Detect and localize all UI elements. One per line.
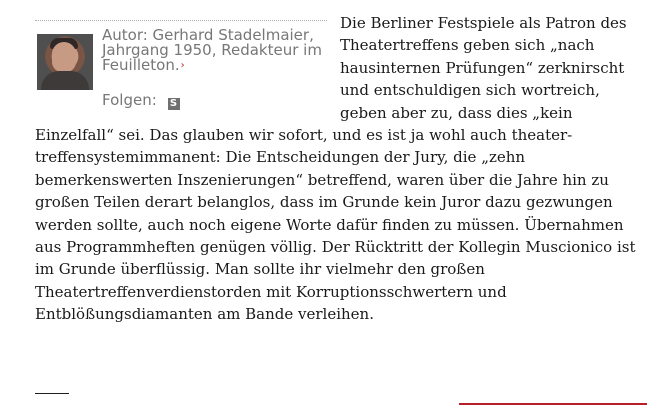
follow-label: Folgen:: [102, 91, 157, 109]
bottom-accent-line: [459, 403, 647, 405]
author-name: Autor: Gerhard Stadelmaier, Jahrgang 1950, Redakteur im Feuilleton.: [102, 26, 322, 74]
bottom-divider-fragment: [35, 393, 69, 407]
arrow-right-icon: ›: [180, 60, 185, 71]
article-body: [35, 12, 644, 326]
social-media-icon[interactable]: S: [168, 98, 180, 110]
author-box-float-space: [35, 12, 340, 124]
article-paragraph: Die Berliner Festspiele als Patron des Theatertreffens geben sich „nach hausinternen Prüfungen“ zerknirscht und entschuldigen sich wortreich, geben aber zu, dass dies „kein Einzelfall“ sei. Das glauben wir sofort, und es ist ja wohl auch theater-treffensystemimmanent: Die Entscheidungen der Jury, die „zehn bemerkenswerten Inszenierungen“ betreffend, waren über die Jahre hin zu großen Teilen derart belanglos, dass im Grunde kein Juror dazu gezwungen werden sollte, auch noch eigene Worte dafür finden zu müssen. Übernahmen aus Programmheften genügen völlig. Der Rücktritt der Kollegin Muscionico ist im Grunde überflüssig. Man sollte ihr vielmehr den großen Theatertreffenverdienstorden mit Korruptionsschwertern und Entblößungsdiamanten am Bande verleihen.: [35, 14, 636, 324]
